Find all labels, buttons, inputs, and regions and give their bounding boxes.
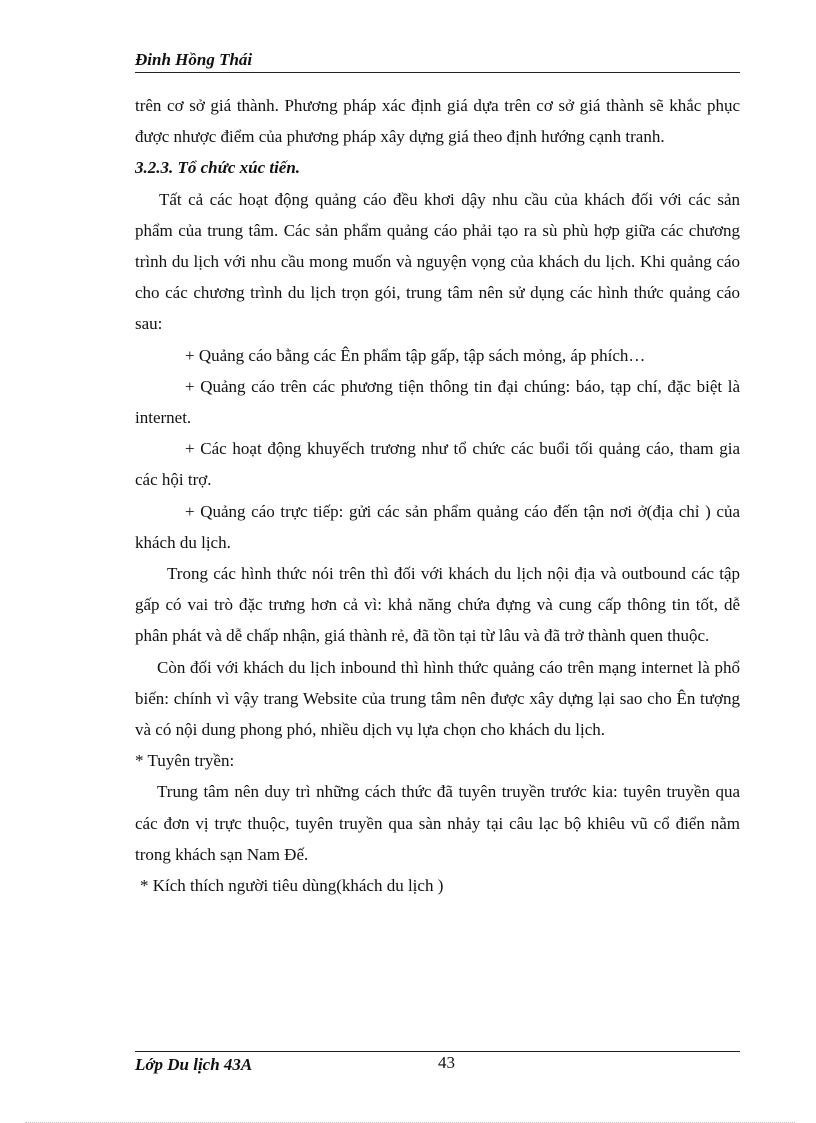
section-heading: 3.2.3. Tổ chức xúc tiến. [135,158,301,178]
header-author: Đinh Hồng Thái [135,50,253,69]
page-number: 43 [438,1053,455,1072]
bullet-item: + Quảng cáo bằng các Ên phẩm tập gấp, tập sách mỏng, áp phích… [185,345,646,365]
page-body [135,90,740,901]
paragraph: Trung tâm nên duy trì những cách thức đã tuyên truyền trước kia: tuyên truyền qua các đơn vị trực thuộc, tuyên truyền qua sàn nhảy tại câu lạc bộ khiêu vũ cổ điển nằm trong khách sạn Nam Đế. [135,782,740,864]
page-footer [135,1051,740,1076]
subheading: * Kích thích người tiêu dùng(khách du lịch ) [140,876,444,896]
subheading: * Tuyên tryền: [135,751,235,771]
paragraph: Còn đối với khách du lịch inbound thì hình thức quảng cáo trên mạng internet là phổ biến: chính vì vậy trang Website của trung tâm nên được xây dựng lại sao cho Ên tượng và có nội dung phong phó, nhiều dịch vụ lựa chọn cho khách du lịch. [135,657,740,740]
bullet-item: + Quảng cáo trên các phương tiện thông tin đại chúng: báo, tạp chí, đặc biệt là internet. [135,376,740,428]
bullet-item: + Các hoạt động khuyếch trương như tổ chức các buổi tối quảng cáo, tham gia các hội trợ. [135,439,740,490]
bullet-item: + Quảng cáo trực tiếp: gửi các sản phẩm quảng cáo đến tận nơi ở(địa chỉ ) của khách du lịch. [135,501,740,552]
footer-class-name: Lớp Du lịch 43A [135,1055,253,1074]
paragraph: trên cơ sở giá thành. Phương pháp xác định giá dựa trên cơ sở giá thành sẽ khắc phục được nhược điểm của phương pháp xây dựng giá theo định hướng cạnh tranh. [135,96,740,147]
paragraph: Tất cả các hoạt động quảng cáo đều khơi dậy nhu cầu của khách đối với các sản phẩm của trung tâm. Các sản phẩm quảng cáo phải tạo ra sù phù hợp giữa các chương trình du lịch với nhu cầu mong muốn và nguyện vọng của khách du lịch. Khi quảng cáo cho các chương trình du lịch trọn gói, trung tâm nên sử dụng các hình thức quảng cáo sau: [135,189,740,334]
page-header [135,50,740,73]
paragraph: Trong các hình thức nói trên thì đối với khách du lịch nội địa và outbound các tập gấp có vai trò đặc trưng hơn cả vì: khả năng chứa đựng và cung cấp thông tin tốt, dễ phân phát và dễ chấp nhận, giá thành rẻ, đã tồn tại từ lâu và đã trở thành quen thuộc. [135,564,740,646]
